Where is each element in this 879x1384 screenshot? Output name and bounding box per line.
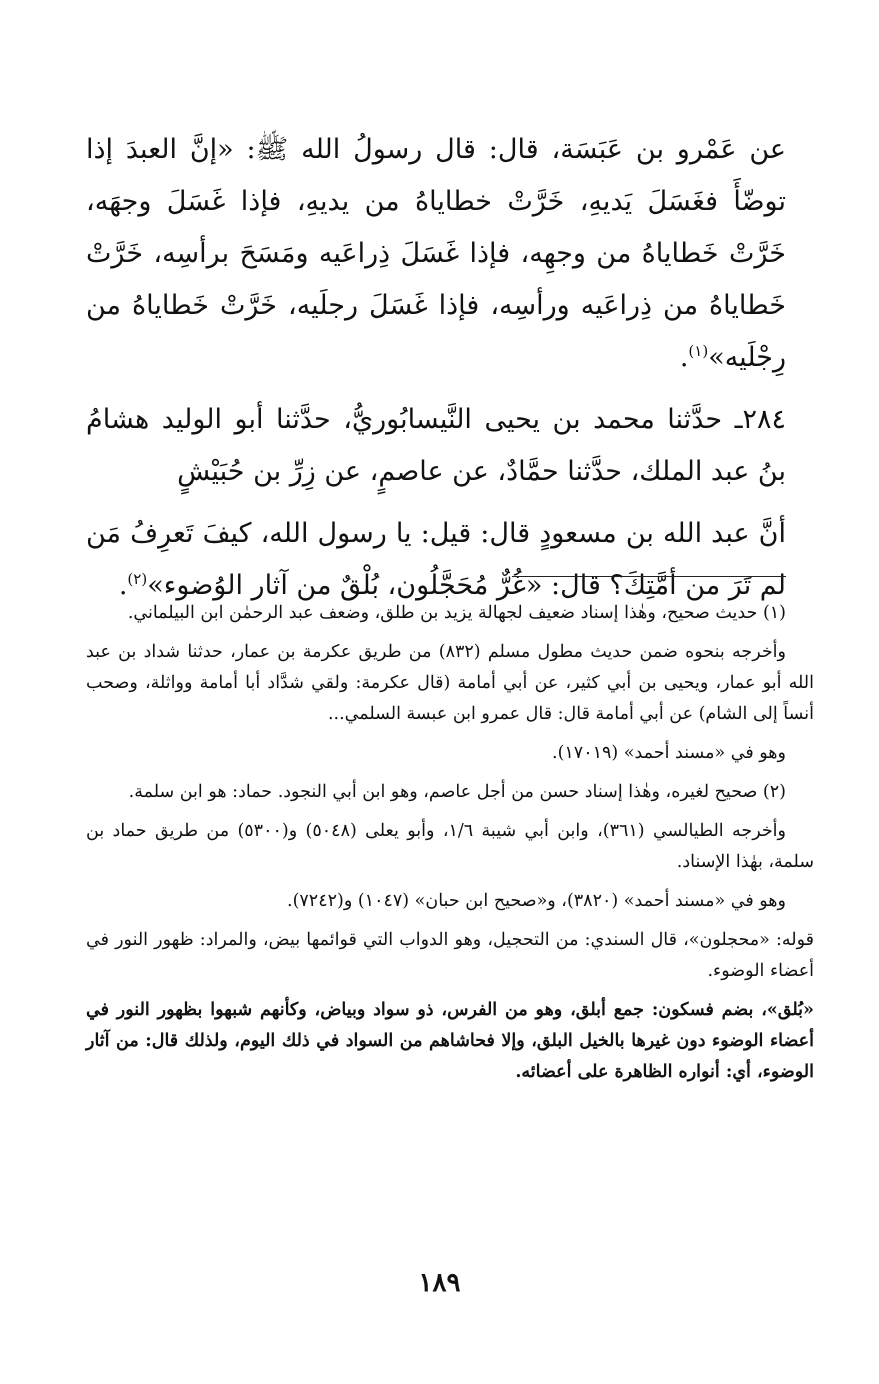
footnote-1-detail: وأخرجه بنحوه ضمن حديث مطول مسلم (٨٣٢) من طريق عكرمة بن عمار، حدثنا شداد بن عبد الله أبو عمار، ويحيى بن أبي كثير، عن أبي أمامة (قال عكرمة: ولقي شدَّاد أبا أمامة وواثلة، وصحب أنساً إلى الشام) عن أبي أمامة قال: قال عمرو ابن عبسة السلمي...: [86, 642, 814, 724]
footnote-2: (٢) صحيح لغيره، وهٰذا إسناد حسن من أجل عاصم، وهو ابن أبي النجود. حماد: هو ابن سلمة.: [128, 782, 786, 802]
hadith-paragraph-1: عن عَمْرو بن عَبَسَة، قال: قال رسولُ الله ﷺ: «إنَّ العبدَ إذا توضّأَ فغَسَلَ يَديهِ، خَرَّتْ خطاياهُ من يديهِ، فإذا غَسَلَ وجهَه، خَرَّتْ خَطاياهُ من وجهِه، فإذا غَسَلَ ذِراعَيه ومَسَحَ برأسِه، خَرَّتْ خَطاياهُ من ذِراعَيه ورأسِه، فإذا غَسَلَ رجلَيه، خَرَّتْ خَطاياهُ من رِجْلَيه»$^{(١)}$.: [86, 134, 786, 373]
footnote-2-detail: وأخرجه الطيالسي (٣٦١)، وابن أبي شيبة ١/٦، وأبو يعلى (٥٠٤٨) و(٥٣٠٠) من طريق حماد بن سلمة، بهٰذا الإسناد.: [86, 821, 814, 872]
footnote-2-gloss-2: «بُلق»، بضم فسكون: جمع أبلق، وهو من الفرس، ذو سواد وبياض، وكأنهم شبهوا بظهور النور في أعضاء الوضوء دون غيرها بالخيل البلق، وإلا فحاشاهم من السواد في ذلك اليوم، ولذلك قال: من آثار الوضوء، أي: أنواره الظاهرة على أعضائه.: [86, 1000, 814, 1082]
footnote-2-gloss-1: قوله: «محجلون»، قال السندي: من التحجيل، وهو الدواب التي قوائمها بيض، والمراد: ظهور النور في أعضاء الوضوء.: [86, 930, 814, 981]
page-number: ١٨٩: [418, 1268, 461, 1298]
footnotes: [86, 598, 814, 1096]
footnote-1: (١) حديث صحيح، وهٰذا إسناد ضعيف لجهالة يزيد بن طلق، وضعف عبد الرحمٰن ابن البيلماني.: [127, 603, 786, 623]
isnad-paragraph-284: ٢٨٤ـ حدَّثنا محمد بن يحيى النَّيسابُوريُّ، حدَّثنا أبو الوليد هشامُ بنُ عبد الملك، حدَّثنا حمَّادٌ، عن عاصمٍ، عن زِرِّ بن حُبَيْشٍ: [86, 404, 786, 487]
footnote-divider: [512, 576, 786, 577]
footnote-2-reference: وهو في «مسند أحمد» (٣٨٢٠)، و«صحيح ابن حبان» (١٠٤٧) و(٧٢٤٢).: [287, 891, 786, 911]
main-text: [86, 124, 786, 612]
footnote-ref-2: (٢): [127, 570, 148, 588]
footnote-ref-1: (١): [688, 342, 709, 360]
footnote-1-reference: وهو في «مسند أحمد» (١٧٠١٩).: [552, 743, 786, 763]
hadith-paragraph-2: أنَّ عبد الله بن مسعودٍ قال: قيل: يا رسول الله، كيفَ تَعرِفُ مَن لم تَرَ من أمَّتِكَ؟ قال: «غُرٌّ مُحَجَّلُون، بُلْقٌ من آثار الوُضوء»$^{(٢)}$.: [86, 518, 786, 601]
